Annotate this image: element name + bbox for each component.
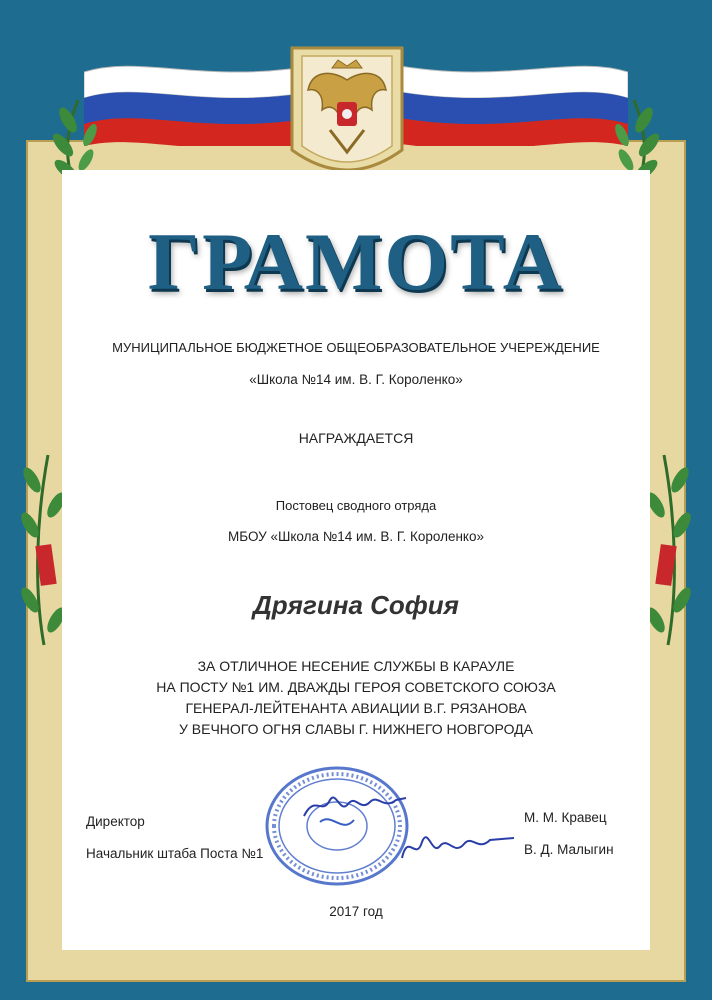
signatory-name: М. М. Кравец: [524, 810, 607, 825]
reason-line: ГЕНЕРАЛ-ЛЕЙТЕНАНТА АВИАЦИИ В.Г. РЯЗАНОВА: [185, 700, 527, 716]
handwritten-signature-icon: [300, 786, 410, 826]
recipient-name: Дрягина София: [253, 590, 459, 620]
handwritten-signature-icon: [398, 822, 518, 866]
awarded-heading: НАГРАЖДАЕТСЯ: [298, 430, 414, 446]
signatory-position: Начальник штаба Поста №1: [86, 846, 264, 861]
school-name: «Школа №14 им. В. Г. Короленко»: [249, 372, 463, 387]
recipient-role: Постовец сводного отряда: [275, 498, 437, 513]
reason-line: У ВЕЧНОГО ОГНЯ СЛАВЫ Г. НИЖНЕГО НОВГОРОДА: [179, 721, 533, 737]
reason-line: ЗА ОТЛИЧНОЕ НЕСЕНИЕ СЛУЖБЫ В КАРАУЛЕ: [197, 658, 515, 674]
signatory-position: Директор: [86, 814, 145, 829]
signatory-name: В. Д. Малыгин: [524, 842, 614, 857]
reason-line: НА ПОСТУ №1 ИМ. ДВАЖДЫ ГЕРОЯ СОВЕТСКОГО СОЮЗА: [156, 679, 556, 695]
official-stamp-icon: [262, 764, 412, 888]
coat-of-arms-emblem-icon: [272, 40, 422, 190]
certificate-title: ГРАМОТА: [148, 216, 564, 307]
recipient-school: МБОУ «Школа №14 им. В. Г. Короленко»: [227, 529, 485, 544]
issue-year: 2017 год: [329, 904, 383, 919]
award-reason: [0, 656, 712, 740]
russian-flag-icon: [388, 50, 628, 146]
institution-name: МУНИЦИПАЛЬНОЕ БЮДЖЕТНОЕ ОБЩЕОБРАЗОВАТЕЛЬНОЕ УЧЕРЕЖДЕНИЕ: [112, 340, 600, 355]
